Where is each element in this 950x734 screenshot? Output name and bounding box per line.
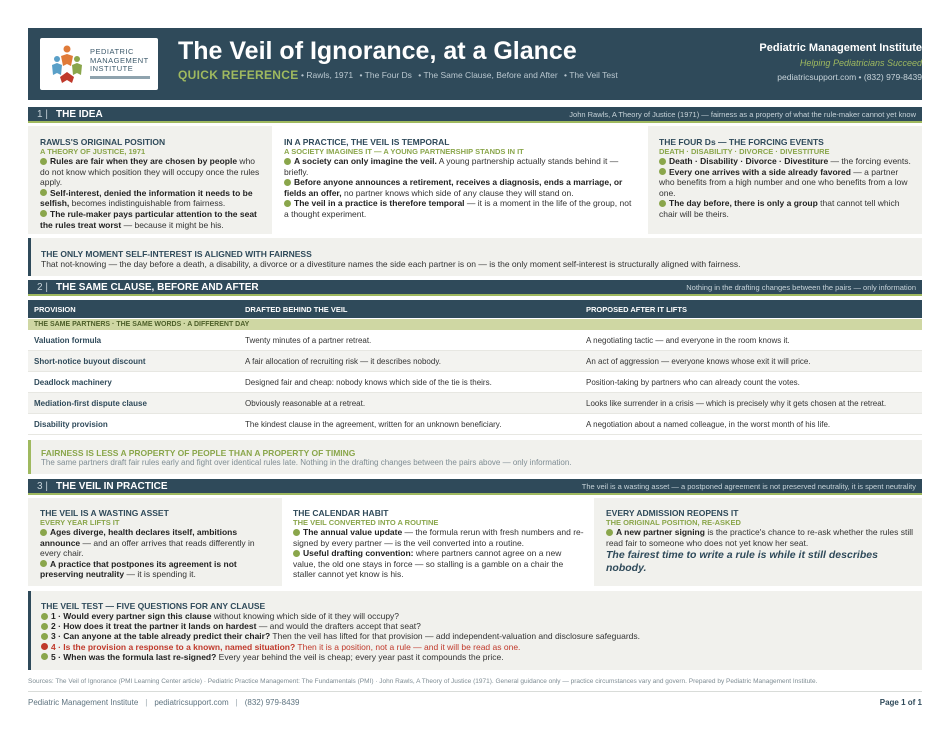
logo-figures-icon <box>50 44 84 84</box>
bullet-icon <box>40 560 47 567</box>
section-header-idea: 1 | THE IDEA John Rawls, A Theory of Justice (1971) — fairness as a property of what the rule-maker cannot yet know <box>28 107 922 123</box>
idea-panel-four-ds: THE FOUR Ds — THE FORCING EVENTS DEATH · DISABILITY · DIVORCE · DIVESTITURE Death · Disability · Divorce · Divestiture — the forcing events. Every one arrives with a side already favored — a partner who benefits from a high number and one who benefits from a low one. The day before, there is only a group that cannot tell which chair will be theirs. <box>659 137 911 219</box>
section-header-practice: 3 | THE VEIL IN PRACTICE The veil is a wasting asset — a postponed agreement is not preserved neutrality, it is spent neutrality <box>28 479 922 495</box>
table-row: Deadlock machinery Designed fair and cheap: nobody knows which side of the tie is theirs. Position-taking by partners who can already count the votes. <box>28 372 922 393</box>
callout-self-interest: THE ONLY MOMENT SELF-INTEREST IS ALIGNED WITH FAIRNESS That not-knowing — the day before a death, a disability, a divorce or a divestiture names the side each partner is on — is the only moment self-interest is structurally aligned with fairness. <box>28 238 922 276</box>
bullet-icon <box>40 529 47 536</box>
table-row: Disability provision The kindest clause in the agreement, written for an unknown beneficiary. A negotiation about a named colleague, in the worst month of his life. <box>28 414 922 435</box>
table-row: Mediation-first dispute clause Obviously reasonable at a retreat. Looks like surrender in a crisis — which is precisely why it gets chosen at the retreat. <box>28 393 922 414</box>
idea-panel-temporal: IN A PRACTICE, THE VEIL IS TEMPORAL A SOCIETY IMAGINES IT — A YOUNG PARTNERSHIP STANDS IN IT A society can only imagine the veil. A young partnership actually stands behind it — briefly. Before anyone announces a retirement, receives a diagnosis, ends a marriage, or fields an offer, no partner knows which side of any clause they will stand on. The veil in a practice is therefore temporal — it is a moment in the life of the group, not a thought experiment. <box>284 137 632 219</box>
bullet-icon <box>41 633 48 640</box>
org-name: Pediatric Management Institute <box>759 42 922 54</box>
pull-quote: The fairest time to write a rule is while it still describes nobody. <box>606 549 878 574</box>
table-row: Short-notice buyout discount A fair allocation of recruiting risk — it describes nobody. An act of aggression — everyone knows whose exit it will price. <box>28 351 922 372</box>
page-number: Page 1 of 1 <box>879 698 922 707</box>
bullet-icon <box>40 189 47 196</box>
bullet-icon <box>659 158 666 165</box>
practice-panel-wasting-asset: THE VEIL IS A WASTING ASSET EVERY YEAR LIFTS IT Ages diverge, health declares itself, ambitions announce — and an offer arrives that reads differently in every chair. A practice that postpones its agreement is not preserving neutrality — it is spending it. <box>40 508 255 580</box>
footer-contact: Pediatric Management Institute | pediatricsupport.com | (832) 979-8439 <box>28 698 300 707</box>
bullet-icon <box>41 613 48 620</box>
bullet-icon <box>293 550 300 557</box>
bullet-icon <box>284 179 291 186</box>
org-contact: pediatricsupport.com • (832) 979-8439 <box>777 72 922 82</box>
bullet-icon <box>284 158 291 165</box>
table-header: PROVISION DRAFTED BEHIND THE VEIL PROPOSED AFTER IT LIFTS <box>28 300 922 318</box>
bullet-icon <box>41 653 48 660</box>
bullet-icon <box>40 210 47 217</box>
bullet-icon <box>284 200 291 207</box>
table-group-label: THE SAME PARTNERS · THE SAME WORDS · A DIFFERENT DAY <box>28 319 922 330</box>
callout-timing: FAIRNESS IS LESS A PROPERTY OF PEOPLE THAN A PROPERTY OF TIMING The same partners draft fair rules early and fight over identical rules late. Nothing in the drafting changes between the pairs above — only information. <box>28 440 922 474</box>
idea-panel-original-position: RAWLS'S ORIGINAL POSITION A THEORY OF JUSTICE, 1971 Rules are fair when they are chosen by people who do not know which position they will occupy once the rules apply. Self-interest, denied the information it needs to be selfish, becomes indistinguishable from fairness. The rule-maker pays particular attention to the seat the rules treat worst — because it might be his. <box>40 137 260 230</box>
veil-test-box: THE VEIL TEST — FIVE QUESTIONS FOR ANY CLAUSE 1 · Would every partner sign this clause without knowing which side of it they will occupy? 2 · How does it treat the partner it lands on hardest — and would the drafters accept that seat? 3 · Can anyone at the table already predict their chair? Then the veil has lifted for that provision — add independent-valuation and disclosure safeguards. 4 · Is the provision a response to a known, named situation? Then it is a position, not a rule — and it will be read as one. 5 · When was the formula last re-signed? Every year behind the veil is cheap; every year past it compounds the price. <box>28 591 922 670</box>
warning-bullet-icon <box>41 643 48 650</box>
page-subtitle: QUICK REFERENCE <box>178 68 299 82</box>
topic-list: • Rawls, 1971 • The Four Ds • The Same Clause, Before and After • The Veil Test <box>301 70 618 80</box>
bullet-icon <box>40 158 47 165</box>
org-tagline: Helping Pediatricians Succeed <box>799 58 922 68</box>
bullet-icon <box>659 200 666 207</box>
bullet-icon <box>41 623 48 630</box>
logo <box>40 38 158 90</box>
practice-panel-admission: EVERY ADMISSION REOPENS IT THE ORIGINAL POSITION, RE-ASKED A new partner signing is the practice's chance to re-ask whether the rules still read fair to someone who does not yet know her seat. The fairest time to write a rule is while it still describes nobody. <box>606 508 916 574</box>
page-title: The Veil of Ignorance, at a Glance <box>178 37 577 65</box>
practice-panel-calendar: THE CALENDAR HABIT THE VEIL CONVERTED INTO A ROUTINE The annual value update — the formula rerun with fresh numbers and re-signed by every partner — is the veil converted into a routine. Useful drafting convention: where partners cannot agree on a new value, the old one stays in force — so stalling is a gamble on a chair the staller cannot yet know is his. <box>293 508 584 580</box>
bullet-icon <box>293 529 300 536</box>
logo-text: PEDIATRIC MANAGEMENT INSTITUTE <box>90 48 150 79</box>
bullet-icon <box>659 168 666 175</box>
footer-divider <box>28 691 922 692</box>
sources-note: Sources: The Veil of Ignorance (PMI Learning Center article) · Pediatric Practice Management: The Fundamentals (PMI) · John Rawls, A Theory of Justice (1971). General guidance only — practice circumstances vary and govern. Prepared by Pediatric Management Institute. <box>28 678 818 685</box>
section-header-same-clause: 2 | THE SAME CLAUSE, BEFORE AND AFTER Nothing in the drafting changes between the pairs — only information <box>28 280 922 296</box>
bullet-icon <box>606 529 613 536</box>
header-banner <box>28 28 922 100</box>
table-row: Valuation formula Twenty minutes of a partner retreat. A negotiating tactic — and everyone in the room knows it. <box>28 330 922 351</box>
org-block <box>759 42 922 82</box>
